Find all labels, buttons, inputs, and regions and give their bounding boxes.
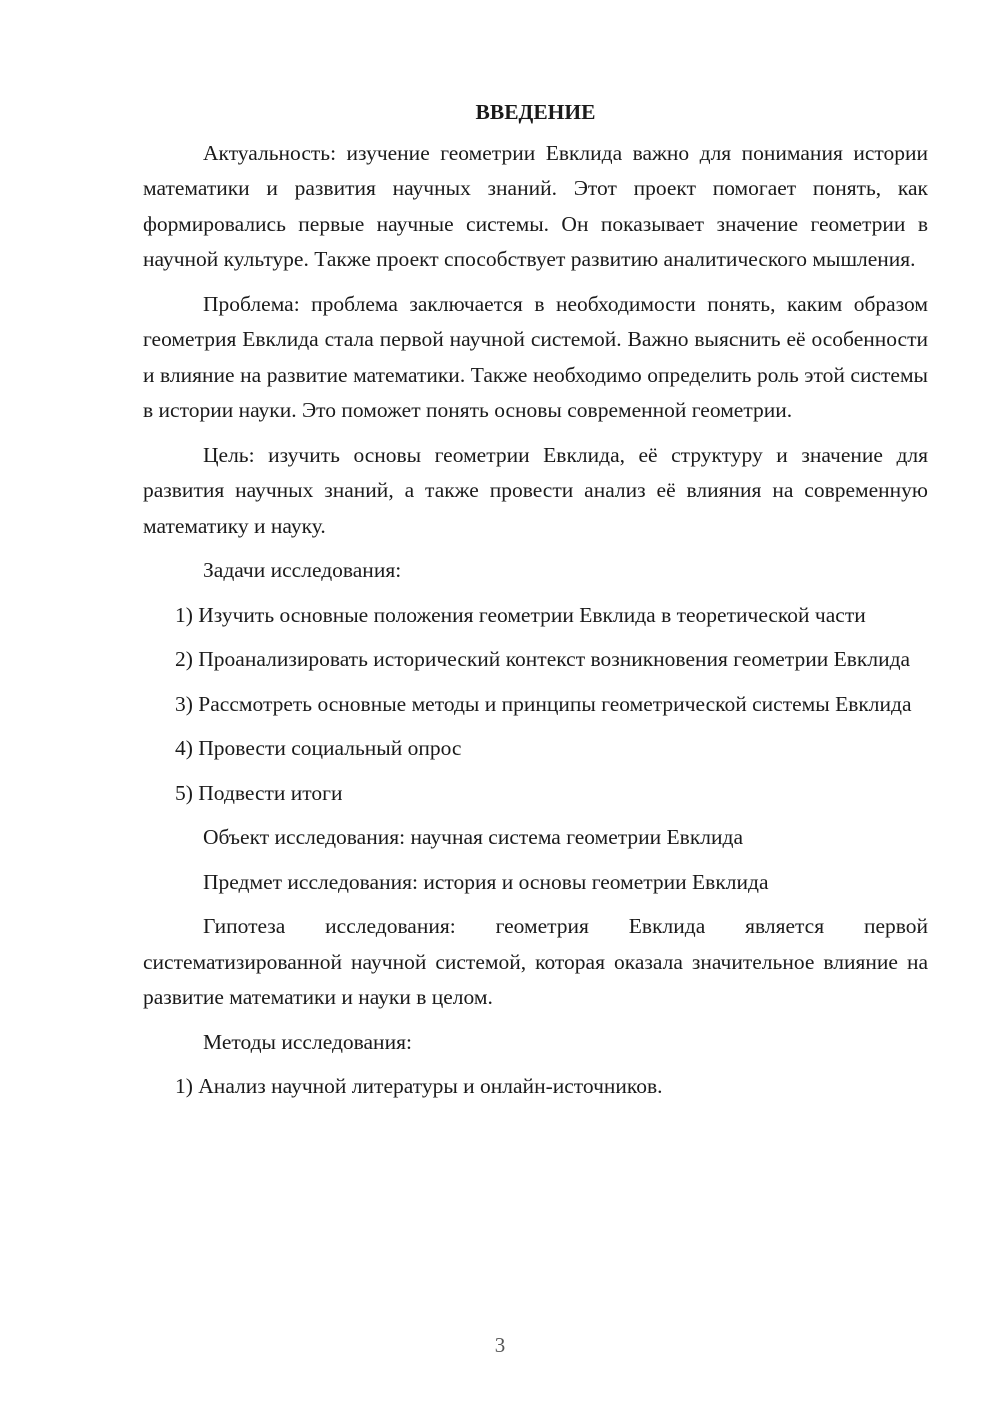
task-item: 3) Рассмотреть основные методы и принципы геометрической системы Евклида (175, 691, 912, 716)
relevance-paragraph: Актуальность: изучение геометрии Евклида важно для понимания истории математики и развития научных знаний. Этот проект помогает понять, как формировались первые научные системы. Он показывает значение геометрии в научной культуре. Также проект способствует развитию аналитического мышления. (143, 140, 928, 271)
method-item: 1) Анализ научной литературы и онлайн-источников. (175, 1074, 663, 1098)
object-paragraph: Объект исследования: научная система геометрии Евклида (203, 825, 743, 849)
methods-heading: Методы исследования: (203, 1029, 412, 1054)
task-item: 4) Провести социальный опрос (175, 736, 462, 760)
task-item: 1) Изучить основные положения геометрии Евклида в теоретической части (175, 602, 866, 627)
hypothesis-paragraph: Гипотеза исследования: геометрия Евклида является первой систематизированной научной системой, которая оказала значительное влияние на развитие математики и науки в целом. (143, 914, 928, 1009)
page-number: 3 (494, 1333, 506, 1357)
section-title: ВВЕДЕНИЕ (475, 100, 596, 124)
task-item: 2) Проанализировать исторический контекст возникновения геометрии Евклида (175, 647, 911, 671)
document-body (143, 95, 928, 1114)
task-item: 5) Подвести итоги (175, 780, 343, 805)
goal-paragraph: Цель: изучить основы геометрии Евклида, её структуру и значение для развития научных знаний, а также провести анализ её влияния на современную математику и науку. (143, 442, 928, 538)
tasks-heading: Задачи исследования: (203, 558, 402, 582)
subject-paragraph: Предмет исследования: история и основы геометрии Евклида (203, 869, 769, 894)
problem-paragraph: Проблема: проблема заключается в необходимости понять, каким образом геометрия Евклида стала первой научной системой. Важно выяснить её особенности и влияние на развитие математики. Также необходимо определить роль этой системы в истории науки. Это поможет понять основы современной геометрии. (143, 291, 928, 422)
